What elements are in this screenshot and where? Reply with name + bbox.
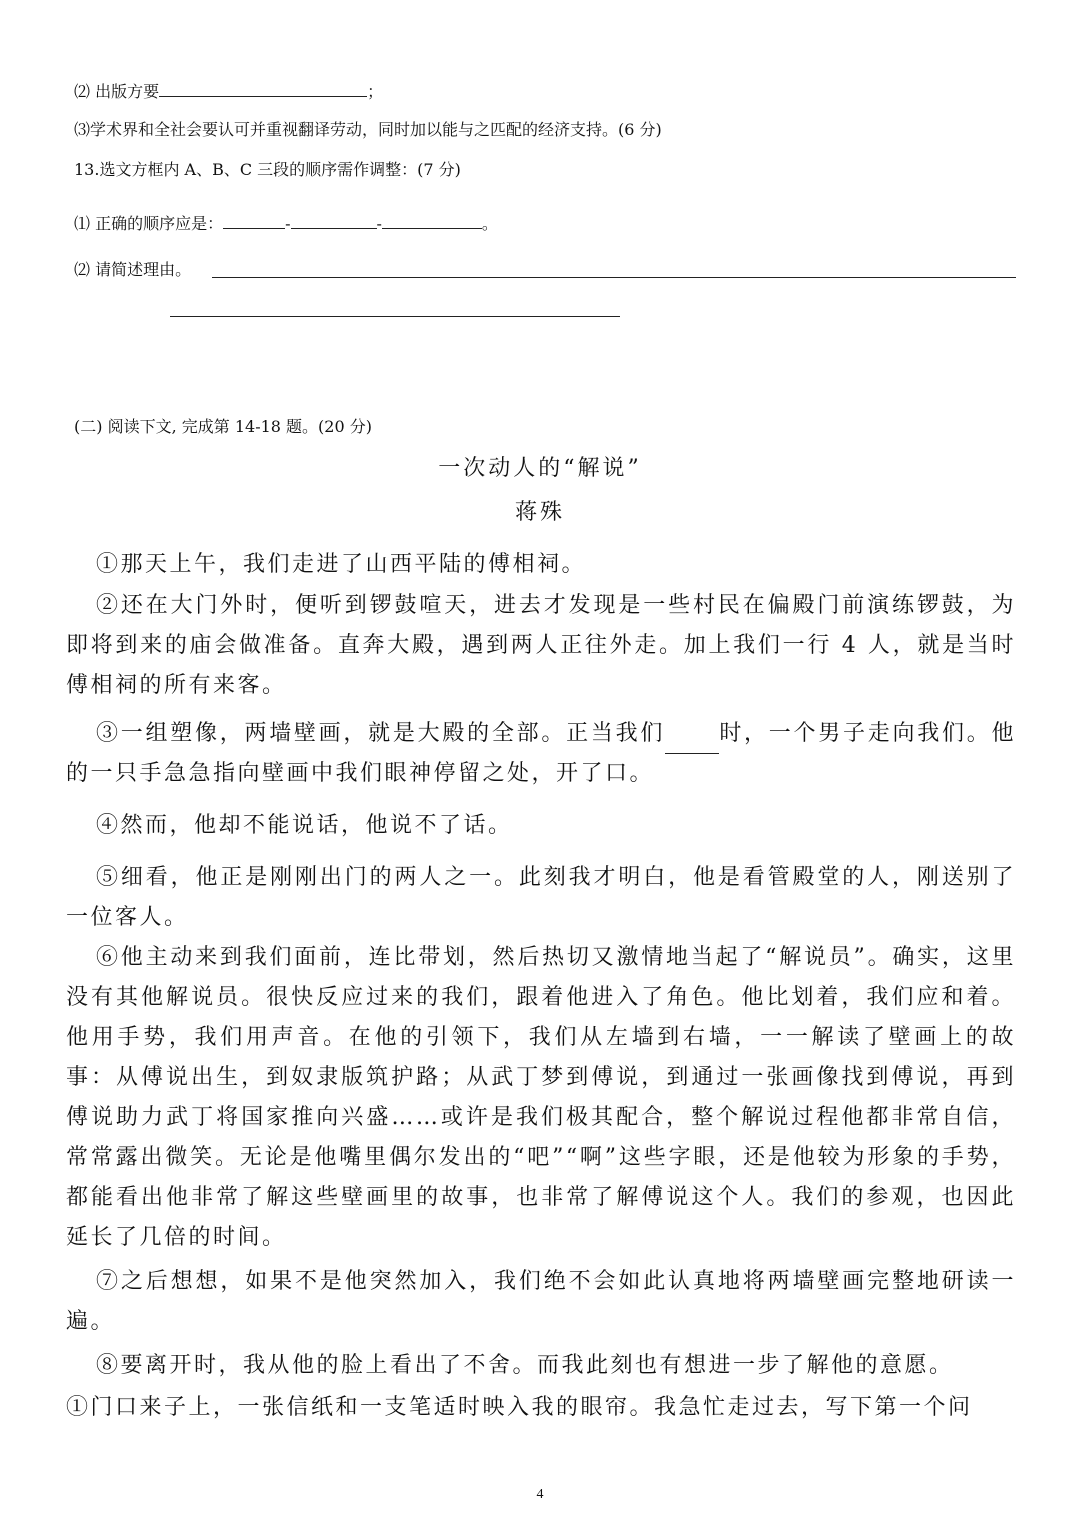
article-title: 一次动人的“解说” <box>438 456 642 481</box>
paragraph-9: ①门口来子上，一张信纸和一支笔适时映入我的眼帘。我急忙走过去，写下第一个问 <box>66 1395 973 1420</box>
q13-2: ⑵ 请简述理由。 <box>74 260 192 279</box>
q13-1-blank-2[interactable] <box>291 212 377 229</box>
q13-1-dash-2: - <box>376 214 382 233</box>
page-number: 4 <box>536 1487 544 1502</box>
paragraph-1: ①那天上午，我们走进了山西平陆的傅相祠。 <box>96 552 587 577</box>
paragraph-3 <box>66 714 1016 794</box>
q13-2-answer-line-1[interactable] <box>212 277 1016 278</box>
paragraph-8: ⑧要离开时，我从他的脸上看出了不舍。而我此刻也有想进一步了解他的意愿。 <box>96 1353 954 1378</box>
q12-2-prefix: ⑵ 出版方要 <box>74 82 160 101</box>
q13-1-end: 。 <box>481 214 498 233</box>
paragraph-2: ②还在大门外时，便听到锣鼓喧天，进去才发现是一些村民在偏殿门前演练锣鼓，为即将到来的庙会做准备。直奔大殿，遇到两人正往外走。加上我们一行 4 人，就是当时傅相祠的所有来客。 <box>66 593 1016 698</box>
q12-3: ⑶学术界和全社会要认可并重视翻译劳动，同时加以能与之匹配的经济支持。(6 分) <box>74 120 662 139</box>
q12-2 <box>74 80 383 102</box>
q13-2-answer-line-2[interactable] <box>170 316 620 317</box>
q13-1-blank-1[interactable] <box>223 212 285 229</box>
paragraph-6: ⑥他主动来到我们面前，连比带划，然后热切又激情地当起了“解说员”。确实，这里没有其他解说员。很快反应过来的我们，跟着他进入了角色。他比划着，我们应和着。他用手势，我们用声音。在他的引领下，我们从左墙到右墙，一一解读了壁画上的故事：从傅说出生，到奴隶版筑护路；从武丁梦到傅说，到通过一张画像找到傅说，再到傅说助力武丁将国家推向兴盛……或许是我们极其配合，整个解说过程他都非常自信，常常露出微笑。无论是他嘴里偶尔发出的“吧”“啊”这些字眼，还是他较为形象的手势，都能看出他非常了解这些壁画里的故事，也非常了解傅说这个人。我们的参观，也因此延长了几倍的时间。 <box>66 945 1016 1250</box>
paragraph-3-fill-blank[interactable] <box>665 731 719 754</box>
section-heading: (二) 阅读下文, 完成第 14-18 题。(20 分) <box>74 417 372 436</box>
q13-1-dash-1: - <box>285 214 291 233</box>
q13-1 <box>74 212 498 234</box>
q12-2-suffix: ； <box>367 82 384 101</box>
paragraph-3-part-2: 时，一个男子走向我们。他的一只手急急指向壁画中我们眼神停留之处，开了口。 <box>66 721 1016 786</box>
q13-stem: 13.选文方框内 A、B、C 三段的顺序需作调整：(7 分) <box>74 160 461 179</box>
paragraph-3-part-1: ③一组塑像，两墙壁画，就是大殿的全部。正当我们 <box>96 721 666 746</box>
article-author: 蒋殊 <box>514 500 565 525</box>
paragraph-7: ⑦之后想想，如果不是他突然加入，我们绝不会如此认真地将两墙壁画完整地研读一遍。 <box>66 1269 1016 1334</box>
paragraph-4: ④然而，他却不能说话，他说不了话。 <box>96 813 513 838</box>
paragraph-5: ⑤细看，他正是刚刚出门的两人之一。此刻我才明白，他是看管殿堂的人，刚送别了一位客人。 <box>66 865 1016 930</box>
q13-1-prefix: ⑴ 正确的顺序应是： <box>74 214 224 233</box>
q13-1-blank-3[interactable] <box>382 212 482 229</box>
q12-2-answer-blank[interactable] <box>159 80 367 97</box>
